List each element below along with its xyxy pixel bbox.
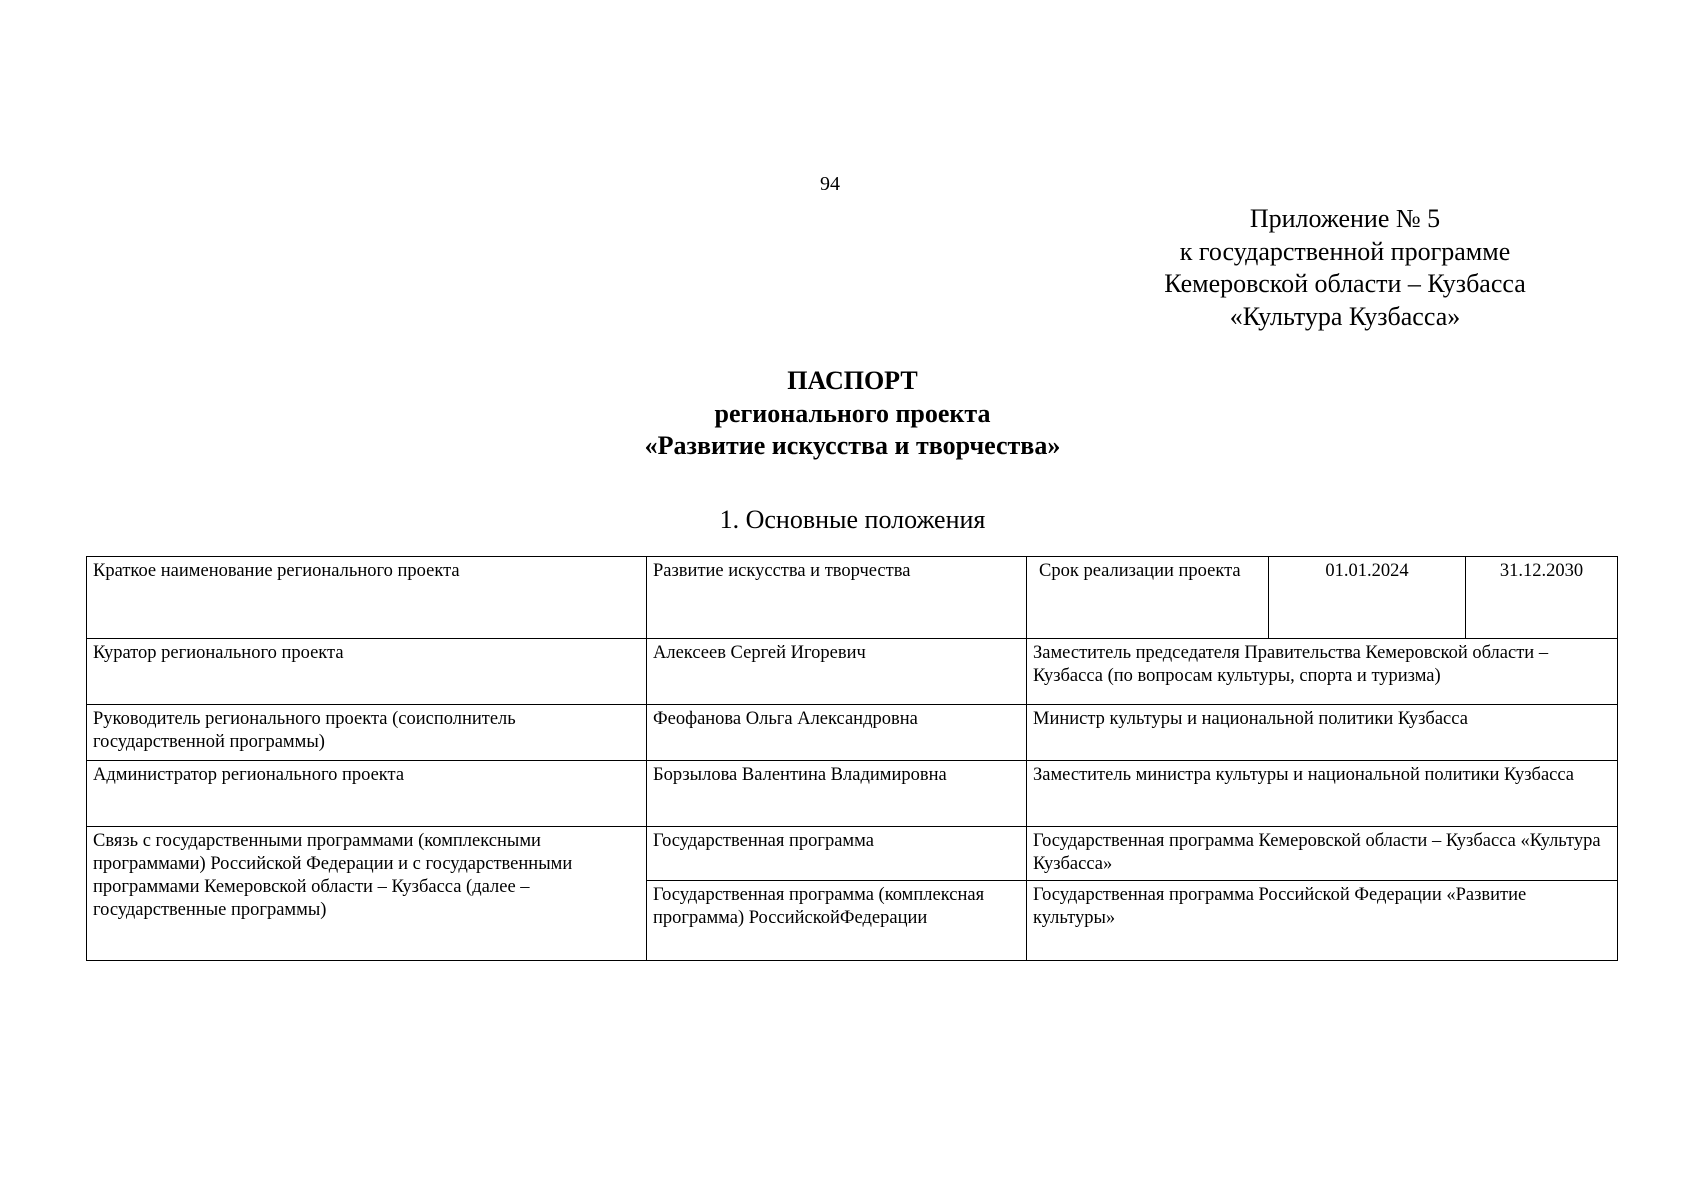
- cell-admin-name: Борзылова Валентина Владимировна: [647, 761, 1027, 827]
- cell-curator-name: Алексеев Сергей Игоревич: [647, 639, 1027, 705]
- cell-curator-position: Заместитель председателя Правительства Кемеровской области – Кузбасса (по вопросам культуры, спорта и туризма): [1027, 639, 1618, 705]
- title-line-3: «Развитие искусства и творчества»: [644, 431, 1061, 460]
- cell-head-label: Руководитель регионального проекта (соисполнитель государственной программы): [87, 705, 647, 761]
- cell-program-link-label: Связь с государственными программами (комплексными программами) Российской Федерации и с государственными программами Кемеровской области – Кузбасса (далее – государственные программы): [87, 827, 647, 961]
- appendix-line-3: Кемеровской области – Кузбасса: [1164, 269, 1526, 298]
- table-row: [87, 639, 1618, 705]
- document-title: [450, 365, 1255, 463]
- appendix-line-1: Приложение № 5: [1249, 204, 1441, 233]
- cell-start-date: 01.01.2024: [1269, 557, 1466, 639]
- table-row: [87, 557, 1618, 639]
- table-row: [87, 827, 1618, 881]
- table-row: [87, 705, 1618, 761]
- cell-admin-position: Заместитель министра культуры и национальной политики Кузбасса: [1027, 761, 1618, 827]
- appendix-line-2: к государственной программе: [1179, 236, 1511, 266]
- cell-program-value-1: Государственная программа Кемеровской области – Кузбасса «Культура Кузбасса»: [1027, 827, 1618, 881]
- main-provisions-table: [86, 556, 1618, 961]
- cell-head-name: Феофанова Ольга Александровна: [647, 705, 1027, 761]
- appendix-line-4: «Культура Кузбасса»: [1229, 301, 1461, 331]
- table-row: [87, 761, 1618, 827]
- cell-program-type-1: Государственная программа: [647, 827, 1027, 881]
- section-heading: 1. Основные положения: [719, 505, 986, 534]
- cell-period-label: Срок реализации проекта: [1027, 557, 1269, 639]
- title-line-2: регионального проекта: [714, 398, 991, 428]
- cell-admin-label: Администратор регионального проекта: [87, 761, 647, 827]
- cell-short-name-label: Краткое наименование регионального проекта: [87, 557, 647, 639]
- cell-end-date: 31.12.2030: [1466, 557, 1618, 639]
- page-number: 94: [820, 173, 840, 195]
- cell-program-type-2: Государственная программа (комплексная программа) РоссийскойФедерации: [647, 881, 1027, 961]
- cell-program-value-2: Государственная программа Российской Федерации «Развитие культуры»: [1027, 881, 1618, 961]
- cell-head-position: Министр культуры и национальной политики Кузбасса: [1027, 705, 1618, 761]
- cell-short-name-value: Развитие искусства и творчества: [647, 557, 1027, 639]
- appendix-note: [1120, 203, 1570, 333]
- title-line-1: ПАСПОРТ: [787, 366, 918, 395]
- cell-curator-label: Куратор регионального проекта: [87, 639, 647, 705]
